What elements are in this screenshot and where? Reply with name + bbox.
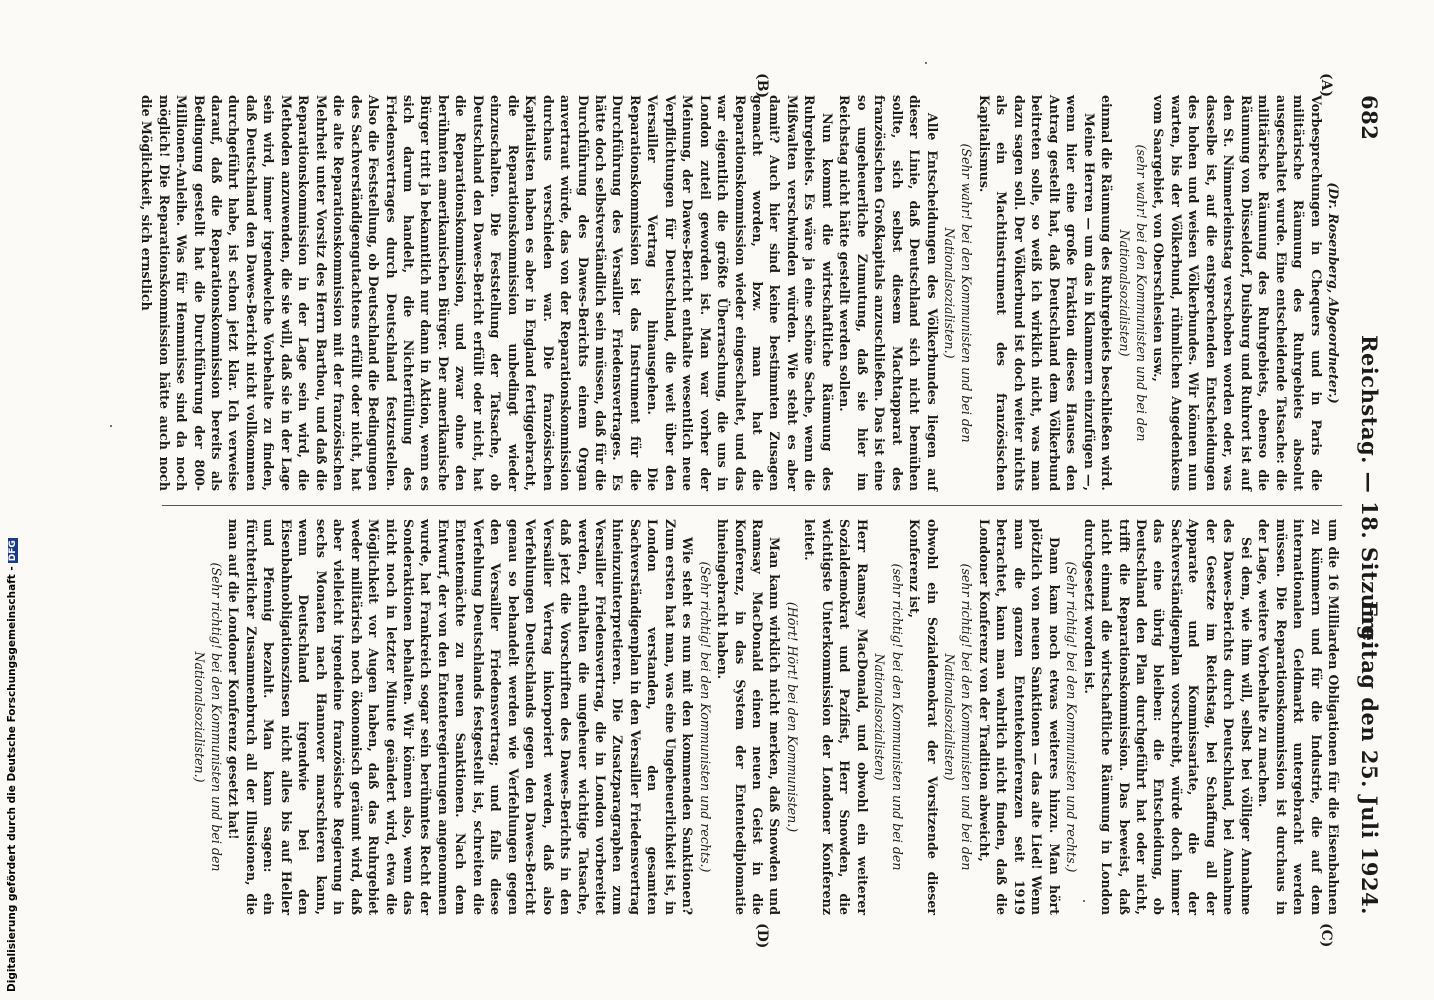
interjection: (Sehr wahr! bei den Kommunisten und bei den Nationalsozialisten.) — [942, 143, 975, 443]
speaker-line: (Dr. Rosenberg, Abgeordneter.) — [1326, 182, 1341, 404]
page-number: 682 — [1357, 95, 1382, 141]
interjection: (Sehr richtig! bei den Kommunisten und rechts.) — [697, 561, 713, 873]
scan-speck — [110, 425, 112, 427]
paragraph: einmal die Räumung des Ruhrgebiets beschließen wird. — [1099, 95, 1115, 491]
rotated-page — [117, 73, 1382, 949]
paragraph: Sei dem, wie ihm will, selbst bei völliger Annahme des Dawes-Berichts durch Deutschland, bei Annahme der Gesetze im Reichstag, bei Schaffung all der Apparate und Kommissariate, die der Sachverständigenplan vorschreibt, würde doch immer das eine übrig bleiben: die Entscheidung, ob Deutschland den Plan durchgeführt hat oder nicht, trifft die Reparationskommission. Das beweist, daß nicht einmal die wirtschaftliche Räumung in London durchgesetzt worden ist. — [1081, 519, 1254, 915]
paragraph: Vorbesprechungen in Chequers und in Paris die militärische Räumung des Ruhrgebiets absolut ausgeschaltet wurde. Eine entscheidende Tatsache: die militärische Räumung des Ruhrgebiets, ebenso die Räumung von Düsseldorf, Duisburg und Ruhrort ist auf den St. Nimmerleinstag verschoben worden oder, was dasselbe ist, auf die entsprechenden Entscheidungen des hohen und weisen Völkerbundes. Wir können nun warten, bis der Völkerbund, rühmlichen Angedenkens vom Saargebiet, von Oberschlesien usw., — [1151, 95, 1324, 491]
paragraph: obwohl ein Sozialdemokrat der Vorsitzende dieser Konferenz ist, — [907, 519, 940, 915]
margin-letter-c: (C) — [1318, 923, 1334, 948]
interjection: (Sehr richtig! bei den Kommunisten und rechts.) — [1064, 561, 1080, 873]
right-column — [190, 519, 1342, 915]
left-column — [138, 95, 1342, 491]
paragraph: Alle Entscheidungen des Völkerbundes liegen auf dieser Linie, daß Deutschland sich nicht bemühen sollte, sich selbst diesem Machtapparat des französischen Großkapitals anzuschließen. Das ist eine so ungeheuerliche Zumutung, daß sie hier im Reichstag nicht hätte gestellt werden sollen. — [837, 95, 940, 491]
margin-letter-b: (B) — [754, 73, 770, 99]
interjection: (Sehr richtig! bei den Kommunisten und bei den Nationalsozialisten.) — [191, 562, 224, 872]
dfg-logo: DFG — [8, 540, 18, 562]
session-date: Freitag den 25. Juli 1924. — [1357, 601, 1382, 915]
paragraph: Wie steht es nun mit den kommenden Sanktionen? Zum ersten hat man, was eine Ungeheuerlichkeit ist, in London verstanden, den gesamten Sachverständigenplan in den Versailler Friedensvertrag hineinzuinterpretieren. Die Zusatzparagraphen zum Versailler Friedensvertrag, die in London vorbereitet werden, enthalten die ungeheuer wichtige Tatsache, daß jetzt die Vorschriften des Dawes-Berichts in den Versailler Vertrag inkorporiert werden, daß also Verfehlungen Deutschlands gegen den Dawes-Bericht genau so behandelt werden wie Verfehlungen gegen den Versailler Friedensvertrag; und falls diese Verfehlung Deutschlands festgestellt ist, schreiten die Ententemächte zu neuen Sanktionen. Nach dem Entwurf, der von den Ententeregierungen angenommen wurde, hat Frankreich sogar sein berühmtes Recht der Sonderaktionen behalten. Wir können also, wenn das nicht noch in letzter Minute geändert wird, etwa die Möglichkeit vor Augen haben, daß das Ruhrgebiet weder militärisch noch ökonomisch geräumt wird, daß aber vielleicht irgendeine französische Regierung in sechs Monaten nach Hannover marschieren kann, wenn Deutschland irgendwie bei den Eisenbahnobligationszinsen nicht alles bis auf Heller und Pfennig bezahlt. Man kann sagen: ein fürchterlicher Zusammenbruch all der Illusionen, die man auf die Londoner Konferenz gesetzt hat! — [226, 519, 696, 915]
credit-text: Digitalisierung gefördert durch die Deutsche Forschungsgemeinschaft - — [6, 566, 18, 992]
running-title: Reichstag. — 18. Sitzung. — [1357, 335, 1382, 649]
column-divider — [162, 505, 1342, 506]
page-header — [1344, 95, 1382, 915]
paragraph: Dann kam noch etwas weiteres hinzu. Man hört plötzlich von neuen Sanktionen — das alte Lied! Wenn man die ganzen Ententekonferenzen seit 1919 betrachtet, kann man wahrlich nicht finden, daß die Londoner Konferenz von der Tradition abweicht, — [976, 519, 1062, 915]
paragraph: Man kann wirklich nicht merken, daß Snowden und Ramsay MacDonald einen neuen Geist in die Konferenz, in das System der Ententediplomatie hineingebracht haben. — [715, 519, 783, 915]
margin-letter-a: (A) — [1318, 73, 1334, 98]
digitization-credit — [6, 538, 18, 992]
paragraph: Meine Herren — um das in Klammern einzufügen —, wenn hier eine große Fraktion dieses Hauses den Antrag gestellt hat, daß Deutschland dem Völkerbund beitreten solle, so weiß ich wirklich nicht, was man dazu sagen soll. Der Völkerbund ist doch weiter nichts als ein Machtinstrument des französischen Kapitalismus. — [976, 95, 1097, 491]
paragraph: Nun kommt die wirtschaftliche Räumung des Ruhrgebiets. Es wäre ja eine schöne Sache, wenn die Mißwalten verschwinden würden. Wie steht es aber damit? Auch hier sind keine bestimmten Zusagen gemacht worden, bzw. man hat die Reparationskommission wieder eingeschaltet, und das war eigentlich die größte Überraschung, die uns in London zuteil geworden ist. Man war vorher der Meinung, der Dawes-Bericht enthalte wesentlich neue Verpflichtungen für Deutschland, die weit über den Versailler Vertrag hinausgehen. Die Reparationskommission ist das Instrument für die Durchführung des Versailler Friedensvertrages. Es hätte doch selbstverständlich sein müssen, daß für die Durchführung des Dawes-Berichts einem Organ anvertraut würde, das von der Reparationskommission durchaus verschieden war. Die französischen Kapitalisten haben es aber in England fertiggebracht, die Reparationskommission unbedingt wieder einzuschalten. Die Feststellung der Tatsache, ob Deutschland den Dawes-Bericht erfüllt oder nicht, hat die Reparationskommission, und zwar ohne den berühmten amerikanischen Bürger. Der amerikanische Bürger tritt ja bekanntlich nur dann in Aktion, wenn es sich darum handelt, die Nichterfüllung des Friedensvertrages durch Deutschland festzustellen. Also die Feststellung, ob Deutschland die Bedingungen des Sachverständigengutachtens erfüllt oder nicht, hat die alte Reparationskommission mit der französischen Mehrheit unter Vorsitz des Herrn Barthou, und daß die Reparationskommission in der Lage sein wird, die Methoden anzuwenden, die sie will, daß sie in der Lage sein wird, immer irgendwelche Vorbehalte zu finden, daß Deutschland den Dawes-Bericht nicht vollkommen durchgeführt habe, ist schon jetzt klar. Ich verweise darauf, daß die Reparationskommission bereits als Bedingung gestellt hat die Durchführung der 800-Millionen-Anleihe. Was für Hemmnisse sind da noch möglich! Die Reparationskommission hätte auch noch die Möglichkeit, sich ernstlich — [139, 95, 835, 491]
interjection: (sehr richtig! bei den Kommunisten und bei den Nationalsozialisten) — [942, 563, 975, 871]
interjection: (sehr wahr! bei den Kommunisten und bei den Nationalsozialisten) — [1116, 144, 1150, 442]
paragraph: um die 16 Milliarden Obligationen für die Eisenbahnen zu kümmern und für die Industrie, die auf dem internationalen Geldmarkt untergebracht werden müssen. Die Reparationskommission ist durchaus in der Lage, weitere Vorbehalte zu machen. — [1256, 519, 1341, 915]
scan-speck — [925, 62, 927, 64]
interjection: (sehr richtig! bei den Kommunisten und bei den Nationalsozialisten) — [872, 563, 905, 871]
interjection: (Hört! Hört! bei den Kommunisten.) — [784, 601, 800, 833]
margin-letter-d: (D) — [754, 923, 770, 949]
paragraph: Herr Ramsay MacDonald, und obwohl ein weiterer Sozialdemokrat und Pazifist, Herr Snowden, die wichtigste Unterkommission der Londoner Konferenz leitet. — [802, 519, 870, 915]
